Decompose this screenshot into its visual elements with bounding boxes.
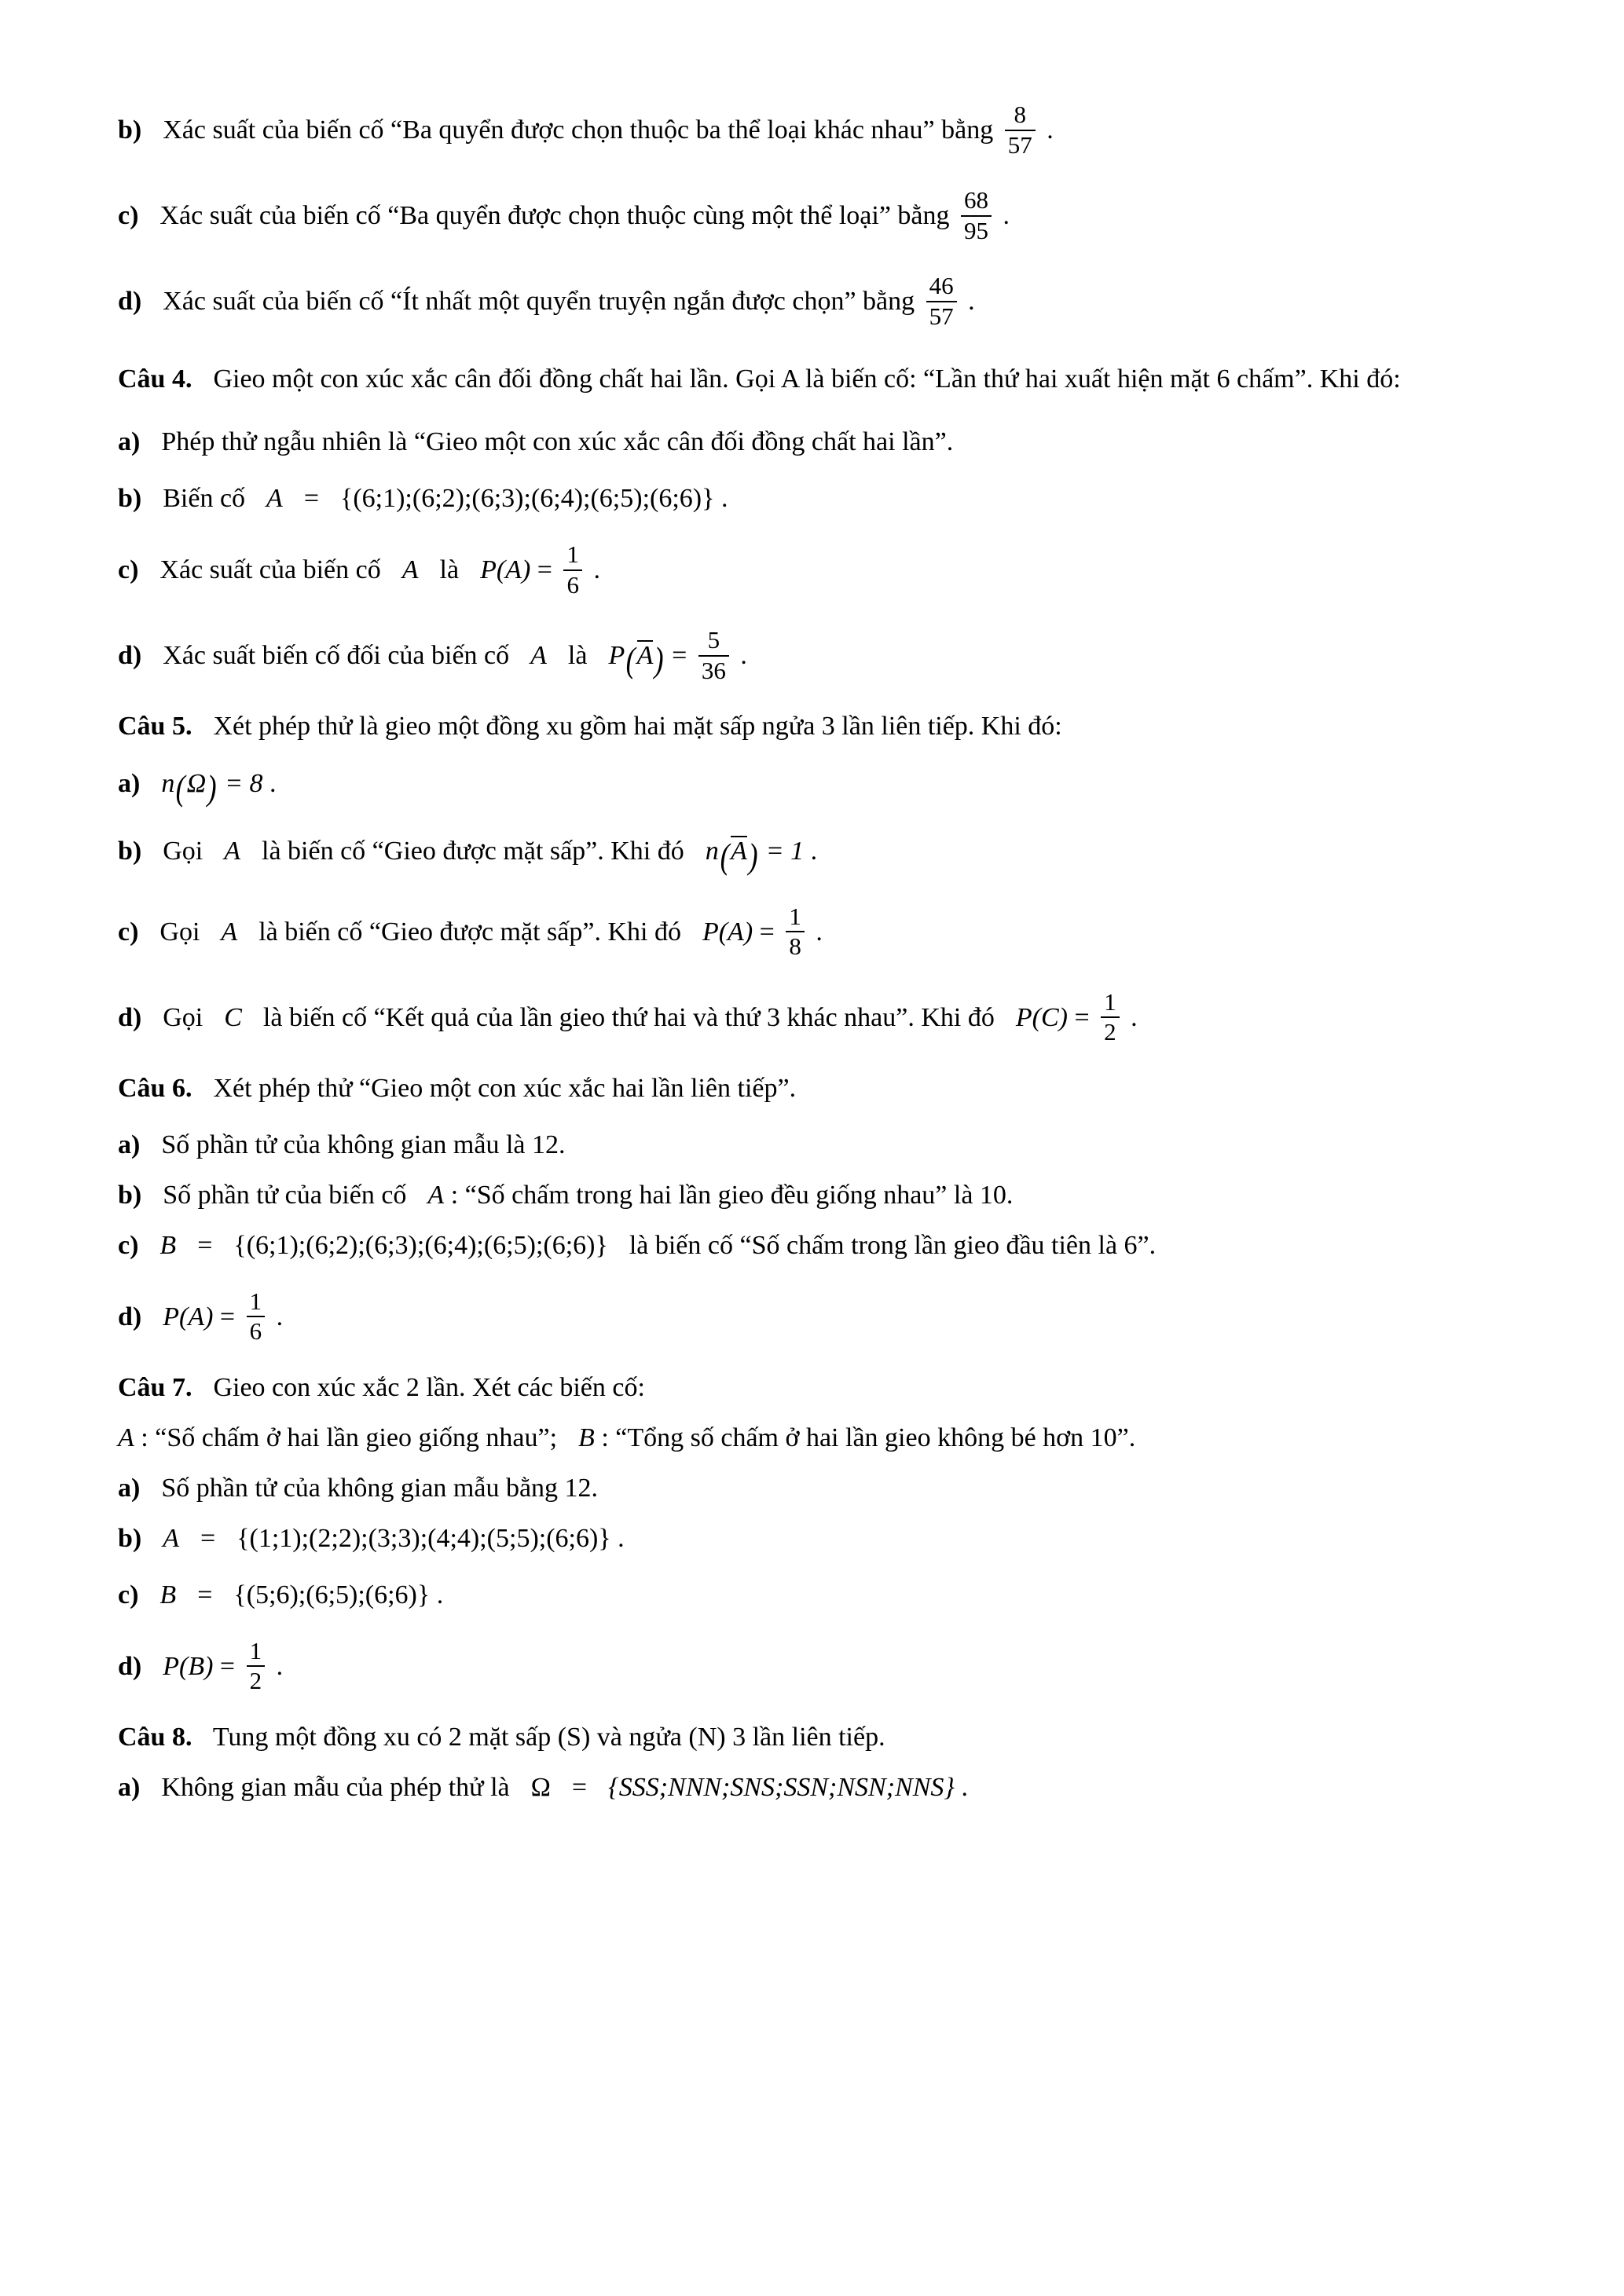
event-a-text: : “Số chấm ở hai lần gieo giống nhau”; bbox=[141, 1423, 558, 1452]
option-label: c) bbox=[118, 1230, 139, 1260]
question-7-events bbox=[118, 1425, 1506, 1452]
equals-sign: = bbox=[672, 641, 687, 671]
option-after: . bbox=[1003, 200, 1010, 230]
question-text: Gieo con xúc xắc 2 lần. Xét các biến cố: bbox=[213, 1372, 645, 1402]
answer-option-b-prev bbox=[118, 102, 1506, 158]
option-text: Gọi bbox=[163, 837, 203, 866]
option-text-2: : “Số chấm trong hai lần gieo đều giống nhau” là 10. bbox=[450, 1180, 1014, 1210]
option-label: d) bbox=[118, 1651, 142, 1681]
option-text: Xác suất của biến cố “Ba quyển được chọn thuộc ba thể loại khác nhau” bằng bbox=[163, 115, 994, 145]
option-text: Gọi bbox=[163, 1002, 203, 1032]
option-text-2: là biến cố “Gieo được mặt sấp”. Khi đó bbox=[258, 917, 681, 947]
variable-a: A bbox=[401, 555, 419, 585]
option-after: . bbox=[269, 769, 277, 799]
probability-function: P(A) bbox=[702, 917, 753, 947]
variable-a: A bbox=[224, 837, 241, 866]
question-6-option-d bbox=[118, 1289, 1506, 1345]
option-after: . bbox=[816, 917, 823, 947]
question-4-option-b bbox=[118, 485, 1506, 512]
option-after: . bbox=[276, 1651, 284, 1681]
fraction-1-2: $\frac{1}{2}$ bbox=[1101, 990, 1120, 1045]
option-text: Xác suất của biến cố “Ba quyển được chọn thuộc cùng một thể loại” bằng bbox=[159, 200, 950, 230]
probability-complement-function: P(A) bbox=[608, 639, 664, 680]
variable-b: B bbox=[578, 1423, 595, 1452]
question-label: Câu 6. bbox=[118, 1073, 192, 1103]
option-text: Gọi bbox=[159, 917, 200, 947]
event-set: {(1;1);(2;2);(3;3);(4;4);(5;5);(6;6)} bbox=[236, 1523, 611, 1553]
option-after: . bbox=[436, 1580, 444, 1609]
option-text: Phép thử ngẫu nhiên là “Gieo một con xúc xắc cân đối đồng chất hai lần”. bbox=[161, 427, 954, 457]
option-label: a) bbox=[118, 769, 141, 799]
option-label: d) bbox=[118, 1302, 142, 1331]
variable-b: B bbox=[159, 1230, 177, 1260]
equals-sign: = bbox=[759, 917, 775, 947]
answer-option-d-prev bbox=[118, 273, 1506, 329]
question-label: Câu 4. bbox=[118, 364, 192, 394]
question-8-stem bbox=[118, 1724, 1506, 1751]
question-7-option-a bbox=[118, 1475, 1506, 1502]
option-label: b) bbox=[118, 1523, 142, 1553]
option-label: d) bbox=[118, 641, 142, 671]
question-4-option-a bbox=[118, 429, 1506, 456]
equals-sign: = bbox=[1074, 1002, 1090, 1032]
option-text: Biến cố bbox=[163, 484, 246, 514]
fraction-1-6: $\frac{1}{6}$ bbox=[563, 542, 582, 598]
option-label: c) bbox=[118, 1580, 139, 1609]
question-8-option-a bbox=[118, 1774, 1506, 1801]
option-label: b) bbox=[118, 837, 142, 866]
variable-omega: Ω bbox=[530, 1772, 551, 1802]
option-label: b) bbox=[118, 1180, 142, 1210]
option-label: c) bbox=[118, 555, 139, 585]
question-label: Câu 8. bbox=[118, 1722, 192, 1752]
question-5-stem bbox=[118, 713, 1506, 740]
option-label: a) bbox=[118, 427, 141, 457]
question-label: Câu 5. bbox=[118, 712, 192, 742]
question-5-option-a bbox=[118, 767, 1506, 808]
equals-sign: = bbox=[571, 1772, 588, 1802]
option-text-2: là bbox=[567, 641, 588, 671]
event-set: {(5;6);(6;5);(6;6)} bbox=[233, 1580, 431, 1609]
variable-c: C bbox=[224, 1002, 242, 1032]
equals-sign: = bbox=[197, 1230, 213, 1260]
equals-sign: = bbox=[303, 484, 320, 514]
sample-space-set: {SSS;NNN;SNS;SSN;NSN;NNS} bbox=[608, 1772, 955, 1802]
variable-a: A bbox=[221, 917, 238, 947]
fraction-1-6: $\frac{1}{6}$ bbox=[247, 1289, 266, 1345]
question-7-option-c bbox=[118, 1582, 1506, 1609]
option-text: Xác suất của biến cố “Ít nhất một quyển truyện ngắn được chọn” bằng bbox=[163, 287, 915, 317]
question-label: Câu 7. bbox=[118, 1372, 192, 1402]
option-text-2: là bbox=[439, 555, 460, 585]
option-after: . bbox=[810, 837, 818, 866]
option-after: . bbox=[720, 484, 728, 514]
question-4-stem bbox=[118, 359, 1506, 399]
option-after: . bbox=[276, 1302, 284, 1331]
option-label: a) bbox=[118, 1772, 141, 1802]
option-label: d) bbox=[118, 287, 142, 317]
variable-b: B bbox=[159, 1580, 177, 1609]
option-label: d) bbox=[118, 1002, 142, 1032]
fraction-1-8: $\frac{1}{8}$ bbox=[786, 904, 805, 960]
fraction-8-57: $\frac{8}{57}$ bbox=[1005, 102, 1036, 158]
option-label: a) bbox=[118, 1130, 141, 1159]
variable-a: A bbox=[427, 1180, 445, 1210]
fraction-1-2: $\frac{1}{2}$ bbox=[247, 1639, 266, 1694]
question-4-option-c bbox=[118, 542, 1506, 598]
count-complement-expression: n(A) = 1 bbox=[705, 835, 805, 876]
fraction-68-95: $\frac{68}{95}$ bbox=[961, 188, 992, 244]
option-label: b) bbox=[118, 115, 142, 145]
question-5-option-c bbox=[118, 904, 1506, 960]
option-text: Số phần tử của không gian mẫu bằng 12. bbox=[161, 1473, 599, 1503]
question-text: Gieo một con xúc xắc cân đối đồng chất hai lần. Gọi A là biến cố: “Lần thứ hai xuất hiện mặt 6 chấm”. Khi đó: bbox=[213, 364, 1401, 394]
question-text: Tung một đồng xu có 2 mặt sấp (S) và ngửa (N) 3 lần liên tiếp. bbox=[212, 1722, 885, 1752]
sample-space-size-expression: n(Ω) = 8 bbox=[161, 767, 263, 808]
variable-a: A bbox=[163, 1523, 180, 1553]
option-text-2: là biến cố “Số chấm trong lần gieo đầu tiên là 6”. bbox=[629, 1230, 1157, 1260]
option-after: . bbox=[593, 555, 600, 585]
option-label: c) bbox=[118, 917, 139, 947]
option-text-2: là biến cố “Gieo được mặt sấp”. Khi đó bbox=[262, 837, 684, 866]
event-set: {(6;1);(6;2);(6;3);(6;4);(6;5);(6;6)} bbox=[233, 1230, 608, 1260]
option-text: Xác suất của biến cố bbox=[159, 555, 381, 585]
probability-function: P(A) bbox=[480, 555, 531, 585]
probability-function: P(B) bbox=[163, 1651, 214, 1681]
question-6-option-a bbox=[118, 1132, 1506, 1159]
option-text-2: là biến cố “Kết quả của lần gieo thứ hai và thứ 3 khác nhau”. Khi đó bbox=[262, 1002, 995, 1032]
fraction-5-36: $\frac{5}{36}$ bbox=[698, 628, 729, 683]
equals-sign: = bbox=[200, 1523, 216, 1553]
question-7-stem bbox=[118, 1372, 1506, 1402]
option-after: . bbox=[961, 1772, 969, 1802]
option-text: Xác suất biến cố đối của biến cố bbox=[163, 641, 510, 671]
fraction-46-57: $\frac{46}{57}$ bbox=[926, 273, 957, 329]
equals-sign: = bbox=[537, 555, 552, 585]
option-after: . bbox=[618, 1523, 625, 1553]
option-text: Số phần tử của biến cố bbox=[163, 1180, 407, 1210]
question-6-stem bbox=[118, 1075, 1506, 1102]
option-after: . bbox=[1047, 115, 1054, 145]
variable-a: A bbox=[530, 641, 547, 671]
question-5-option-d bbox=[118, 987, 1506, 1046]
question-6-option-c bbox=[118, 1232, 1506, 1259]
variable-a: A bbox=[118, 1423, 134, 1452]
option-text: Không gian mẫu của phép thử là bbox=[161, 1772, 510, 1802]
option-label: c) bbox=[118, 200, 139, 230]
question-7-option-b bbox=[118, 1525, 1506, 1552]
equals-sign: = bbox=[219, 1302, 236, 1331]
option-after: . bbox=[740, 641, 747, 671]
option-after: . bbox=[1131, 1002, 1138, 1032]
equals-sign: = bbox=[197, 1580, 213, 1609]
question-7-option-d bbox=[118, 1636, 1506, 1695]
probability-function: P(C) bbox=[1015, 1002, 1068, 1032]
equals-sign: = bbox=[219, 1651, 236, 1681]
event-b-text: : “Tổng số chấm ở hai lần gieo không bé hơn 10”. bbox=[601, 1423, 1136, 1452]
option-text: Số phần tử của không gian mẫu là 12. bbox=[161, 1130, 566, 1159]
variable-a: A bbox=[266, 484, 283, 514]
question-4-option-d bbox=[118, 628, 1506, 683]
question-text: Xét phép thử “Gieo một con xúc xắc hai lần liên tiếp”. bbox=[213, 1073, 797, 1103]
option-label: a) bbox=[118, 1473, 141, 1503]
event-set: {(6;1);(6;2);(6;3);(6;4);(6;5);(6;6)} bbox=[340, 484, 715, 514]
option-after: . bbox=[968, 287, 975, 317]
question-6-option-b bbox=[118, 1182, 1506, 1209]
question-text: Xét phép thử là gieo một đồng xu gồm hai mặt sấp ngửa 3 lần liên tiếp. Khi đó: bbox=[213, 712, 1062, 742]
question-5-option-b bbox=[118, 835, 1506, 876]
probability-function: P(A) bbox=[163, 1302, 214, 1331]
answer-option-c-prev bbox=[118, 188, 1506, 244]
option-label: b) bbox=[118, 484, 142, 514]
